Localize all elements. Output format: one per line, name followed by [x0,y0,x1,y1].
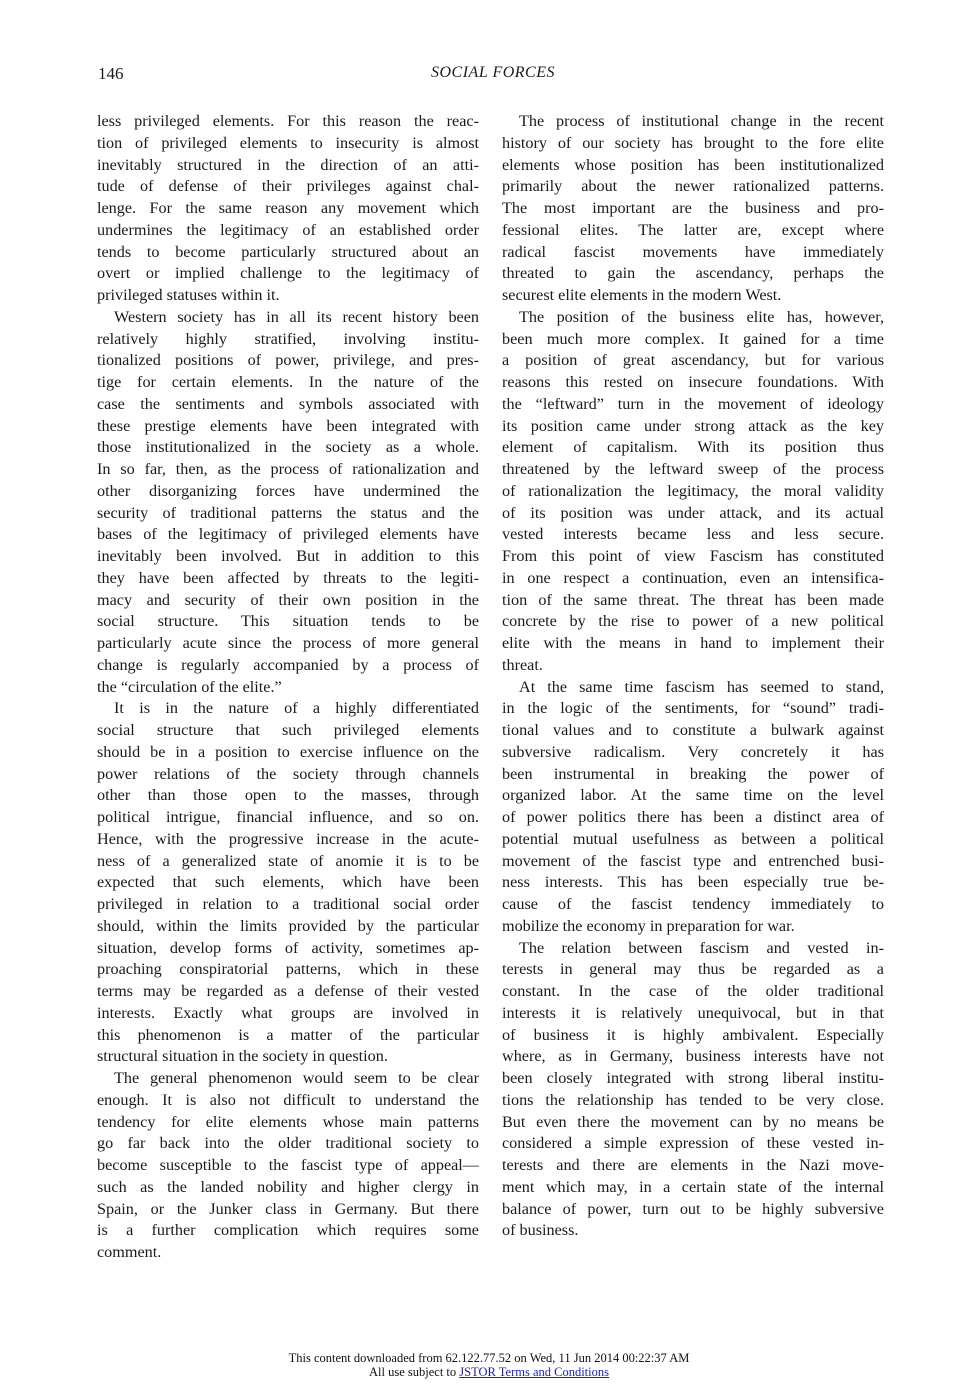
text-line: It is in the nature of a highly differentiated [114,699,479,718]
text-line: of rationalization the legitimacy, the moral validity [502,481,884,500]
text-line: ness of a generalized state of anomie it is to be [97,851,479,870]
paragraph [97,1068,479,1264]
text-line: tions the relationship has tended to be very close. [502,1090,884,1109]
text-line: power relations of the society through channels [97,764,479,783]
text-line: elements whose position has been institutionalized [502,155,884,174]
text-line: At the same time fascism has seemed to stand, [519,677,884,696]
text-line: Hence, with the progressive increase in the acute- [97,829,479,848]
text-line: been instrumental in breaking the power of [502,764,884,783]
paragraph [502,111,884,307]
text-line: ment which may, in a certain state of the internal [502,1177,884,1196]
text-line: privileged in relation to a traditional social order [97,895,479,913]
download-notice: This content downloaded from 62.122.77.52 on Wed, 11 Jun 2014 00:22:37 AM [288,1351,690,1365]
text-line: case the sentiments and symbols associated with [97,394,479,413]
text-line: history of our society has brought to the fore elite [502,133,884,152]
text-line: tendency for elite elements whose main patterns [97,1112,479,1131]
text-line: element of capitalism. With its position thus [502,438,884,457]
text-line: they have been affected by threats to the legiti- [97,568,479,587]
text-line: tion of privileged elements to insecurity is almost [97,133,479,152]
terms-line [0,1365,978,1379]
text-line: of its position was under attack, and its actual [502,503,884,522]
text-line: security of traditional patterns the status and the [97,503,479,522]
text-line: The general phenomenon would seem to be clear [114,1069,479,1087]
text-line: interests it is relatively unequivocal, but in that [502,1003,884,1022]
text-line: been closely integrated with strong liberal institu- [502,1069,884,1087]
right-column [502,111,884,1242]
text-line: the “leftward” turn in the movement of ideology [502,394,884,413]
text-line: tude of defense of their privileges against chal- [97,177,479,196]
paragraph [97,111,479,307]
text-line: this phenomenon is a matter of the particular [97,1025,479,1044]
text-line: organized labor. At the same time on the level [502,786,884,805]
running-title: SOCIAL FORCES [431,64,555,81]
text-line: structural situation in the society in question. [97,1047,388,1066]
text-line: considered a simple expression of these vested in- [502,1134,884,1153]
text-line: should be in a position to exercise influence on the [97,742,479,761]
text-line: particularly acute since the process of more general [97,634,479,652]
text-line: The most important are the business and pro- [502,199,884,217]
text-line: constant. In the case of the older traditional [502,982,884,1000]
text-line: bases of the legitimacy of privileged elements have [97,525,479,544]
text-line: those institutionalized in the society as a whole. [97,438,479,457]
text-line: the “circulation of the elite.” [97,677,282,696]
text-line: such as the landed nobility and higher clergy in [97,1177,479,1196]
text-line: macy and security of their own position in the [97,590,479,609]
text-line: undermines the legitimacy of an established order [97,220,479,239]
text-line: its position came under strong attack as the key [502,416,884,435]
text-line: threat. [502,655,543,674]
text-line: reasons this rested on insecure foundations. With [502,373,884,391]
text-line: movement of the fascist type and entrenched busi- [502,851,884,870]
text-line: Western society has in all its recent history been [114,307,479,326]
paragraph [97,698,479,1068]
text-line: terms may be regarded as a defense of their vested [97,982,479,1000]
text-line: primarily about the newer rationalized patterns. [502,177,884,196]
text-line: From this point of view Fascism has constituted [502,547,884,565]
text-line: been much more complex. It gained for a time [502,329,884,348]
text-line: securest elite elements in the modern West. [502,286,782,304]
text-line: inevitably structured in the direction of an atti- [97,155,479,174]
text-line: The relation between fascism and vested in- [519,938,884,957]
text-line: tional values and to constitute a bulwark against [502,721,884,739]
text-line: ness interests. This has been especially true be- [502,873,884,892]
text-line: privileged statuses within it. [97,286,280,304]
text-line: balance of power, turn out to be highly subversive [502,1199,884,1218]
text-line: inevitably been involved. But in addition to this [97,547,479,565]
text-line: in one respect a continuation, even an intensifica- [502,568,884,587]
text-line: social structure. This situation tends to be [97,612,479,631]
text-line: overt or implied challenge to the legitimacy of [97,264,479,283]
text-line: interests. Exactly what groups are involved in [97,1003,479,1022]
text-line: fessional elites. The latter are, except where [502,220,884,239]
terms-prefix: All use subject to [369,1365,460,1379]
text-line: concrete by the rise to power of a new political [502,612,884,631]
text-line: In so far, then, as the process of rationalization and [97,460,479,478]
text-line: a position of great ascendancy, but for various [502,351,884,370]
text-line: subversive radicalism. Very concretely it has [502,742,884,761]
text-line: tion of the same threat. The threat has been made [502,590,884,609]
text-line: is a further complication which requires some [97,1221,479,1240]
text-line: elite with the means in hand to implement their [502,634,884,652]
text-line: social structure that such privileged elements [97,721,479,739]
text-line: these prestige elements have been integrated with [97,416,479,435]
text-line: political intrigue, financial influence, and so on. [97,808,479,826]
text-line: of business it is highly ambivalent. Especially [502,1025,884,1044]
text-line: Spain, or the Junker class in Germany. But there [97,1199,479,1218]
text-line: tends to become particularly structured about an [97,242,479,261]
text-line: radical fascist movements have immediately [502,242,884,261]
paragraph [97,307,479,699]
text-line: relatively highly stratified, involving institu- [97,329,479,348]
text-line: mobilize the economy in preparation for war. [502,916,795,935]
text-line: go far back into the older traditional society to [97,1134,479,1153]
text-line: terests in general may thus be regarded as a [502,960,884,979]
text-line: other disorganizing forces have undermined the [97,481,479,500]
text-line: comment. [97,1243,162,1261]
text-line: proaching conspiratorial patterns, which in these [97,960,479,979]
text-line: lenge. For the same reason any movement which [97,199,479,217]
text-line: threatened by the leftward sweep of the process [502,460,884,478]
text-line: in the logic of the sentiments, for “sound” tradi- [502,699,884,718]
page-number: 146 [98,64,124,83]
text-line: The process of institutional change in the recent [519,112,884,130]
text-line: tige for certain elements. In the nature of the [97,373,479,391]
paragraph [502,307,884,677]
text-line: less privileged elements. For this reason the reac- [97,112,479,130]
text-line: enough. It is also not difficult to understand the [97,1090,479,1109]
text-line: of business. [502,1221,579,1240]
text-line: become susceptible to the fascist type of appeal— [97,1156,479,1174]
text-line: expected that such elements, which have been [97,873,479,892]
text-line: terests and there are elements in the Nazi move- [502,1156,884,1174]
text-line: threated to gain the ascendancy, perhaps the [502,264,884,283]
page-header [98,64,888,88]
text-line: tionalized positions of power, privilege, and pres- [97,351,479,370]
text-line: change is regularly accompanied by a process of [97,655,479,674]
left-column [97,111,479,1264]
text-line: of power politics there has been a distinct area of [502,808,884,826]
text-line: vested interests became less and less secure. [502,525,884,544]
paragraph [502,677,884,938]
text-line: The position of the business elite has, however, [519,307,884,326]
jstor-footer [0,1351,978,1379]
text-line: should, within the limits provided by the particular [97,916,479,935]
text-line: potential mutual usefulness as between a political [502,829,884,848]
jstor-terms-link[interactable]: JSTOR Terms and Conditions [459,1365,609,1379]
text-line: cause of the fascist tendency immediately to [502,895,884,913]
text-line: But even there the movement can by no means be [502,1112,884,1131]
text-line: where, as in Germany, business interests have not [502,1047,884,1066]
text-line: other than those open to the masses, through [97,786,479,805]
text-line: situation, develop forms of activity, sometimes ap- [97,938,479,957]
paragraph [502,938,884,1243]
